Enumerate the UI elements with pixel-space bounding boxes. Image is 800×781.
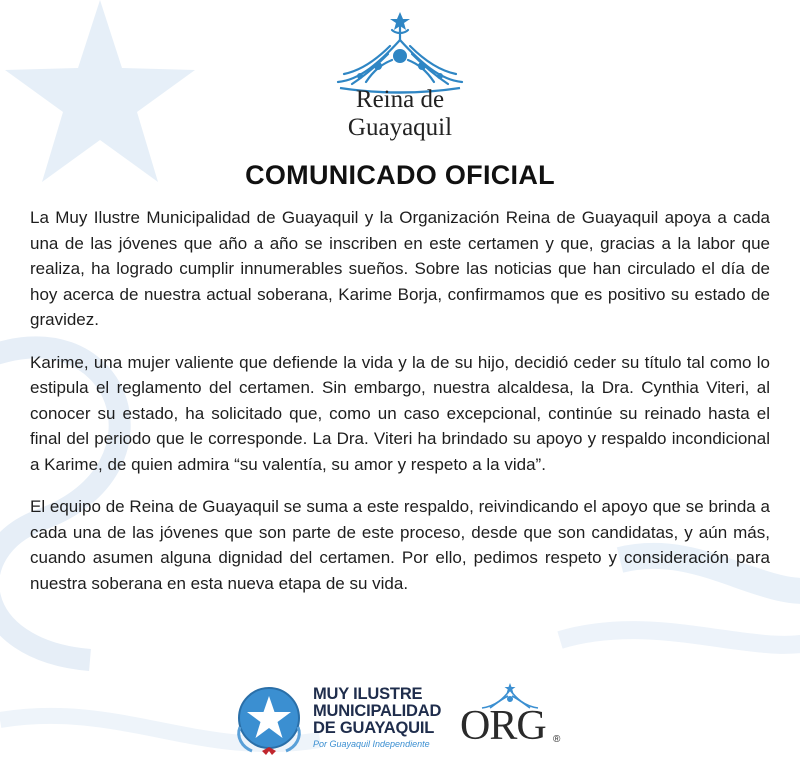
brand-title xyxy=(300,86,500,142)
statement-body xyxy=(30,205,770,613)
brand-title-line2: Guayaquil xyxy=(347,114,453,141)
statement-paragraph: El equipo de Reina de Guayaquil se suma a este respaldo, reivindicando el apoyo que se brinda a cada una de las jóvenes que son parte de este proceso, desde que son candidatas, y aún más, cuando asumen alguna dignidad del certamen. Por ello, pedimos respeto y consideración para nuestra soberana en esta nueva etapa de su vida. xyxy=(30,497,770,593)
municipality-name xyxy=(313,686,441,749)
municipality-name-line1: MUY ILUSTRE xyxy=(313,685,423,703)
municipality-star-icon xyxy=(232,683,306,757)
org-logo-text: ORG xyxy=(460,703,546,749)
footer-logos xyxy=(0,680,800,780)
crown-icon xyxy=(330,10,470,95)
statement-paragraph: La Muy Ilustre Municipalidad de Guayaquil y la Organización Reina de Guayaquil apoya a cada una de las jóvenes que año a año se inscriben en este certamen y que, gracias a la labor que realiza, ha logrado cumplir innumerables sueños. Sobre las noticias que han circulado el día de hoy acerca de nuestra actual soberana, Karime Borja, confirmamos que es positivo su estado de gravidez. xyxy=(30,208,770,329)
statement-heading: COMUNICADO OFICIAL xyxy=(245,160,555,190)
municipality-name-line2: MUNICIPALIDAD xyxy=(313,702,442,720)
brand-title-line1: Reina de xyxy=(355,86,445,113)
statement-paragraph: Karime, una mujer valiente que defiende la vida y la de su hijo, decidió ceder su título tal como lo estipula el reglamento del certamen. Sin embargo, nuestra alcaldesa, la Dra. Cynthia Viteri, al conocer su estado, ha solicitado que, como un caso excepcional, continúe su reinado hasta el final del periodo que le corresponde. La Dra. Viteri ha brindado su apoyo y respaldo incondicional a Karime, de quien admira “su valentía, su amor y respeto a la vida”. xyxy=(30,352,770,474)
municipality-tagline: Por Guayaquil Independiente xyxy=(313,739,430,749)
municipality-name-line3: DE GUAYAQUIL xyxy=(313,719,435,737)
registered-mark: ® xyxy=(553,734,561,745)
